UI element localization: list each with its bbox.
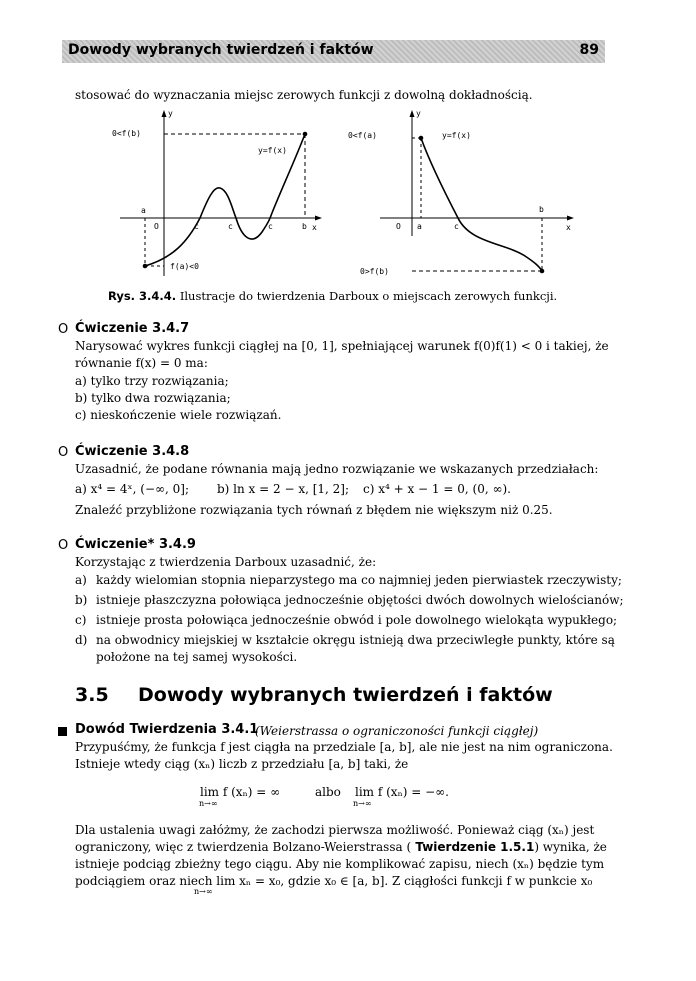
proof-p2 [75,839,607,855]
right-a-label: a [417,222,422,231]
ex347-item-b: b) tylko dwa rozwiązania; [75,391,231,405]
ex348-line1: Uzasadnić, że podane równania mają jedno rozwiązanie we wskazanych przedziałach: [75,462,599,476]
figure-caption [108,289,557,303]
proof-subtitle: (Weierstrassa o ograniczoności funkcji ciągłej) [255,724,539,738]
left-y-label: y [168,109,173,118]
ex348-eq-b: b) ln x = 2 − x, [1, 2]; [217,482,350,496]
left-top-label: 0<f(b) [112,129,141,138]
formula-sub-left: n→∞ [199,799,218,808]
right-y-label: y [416,109,421,118]
left-point-b [303,132,308,137]
proof-p2-end: ) wynika, że [534,840,607,854]
left-x-label: x [312,223,317,232]
ex347-item-c: c) nieskończenie wiele rozwiązań. [75,408,282,422]
ex348-eq-a: a) x⁴ = 4ˣ, (−∞, 0]; [75,482,189,496]
ex349-item-d-text: na obwodnicy miejskiej w kształcie okręgu istnieją dwa przeciwległe punkty, które są [96,633,615,647]
proof-square-icon [58,727,67,736]
ex349-item-c-label: c) [75,613,87,627]
header-title: Dowody wybranych twierdzeń i faktów [68,42,374,58]
ex348-line3: Znaleźć przybliżone rozwiązania tych równań z błędem nie większym niż 0.25. [75,503,553,517]
ex347-line1: Narysować wykres funkcji ciągłej na [0, 1], spełniającej warunek f(0)f(1) < 0 i takiej, że [75,339,609,353]
ex349-bullet: O [58,538,69,553]
caption-label: Rys. 3.4.4. [108,289,177,303]
ex347-line2: równanie f(x) = 0 ma: [75,356,208,370]
left-a-label: a [141,206,146,215]
proof-p4-sub: n→∞ [194,887,213,896]
formula-sub-right: n→∞ [353,799,372,808]
right-b-label: b [539,205,544,214]
ex347-bullet: O [58,322,69,337]
ex349-item-d-label: d) [75,633,88,647]
right-x-label: x [566,223,571,232]
proof-p2-start: ograniczony, więc z twierdzenia Bolzano-Weierstrassa ( [75,840,412,854]
left-point-a [143,264,148,269]
ex347-title: Ćwiczenie 3.4.7 [75,321,190,336]
left-c3-label: c [268,222,273,231]
proof-title: Dowód Twierdzenia 3.4.1 [75,722,259,737]
right-top-label: 0<f(a) [348,131,377,140]
ex349-item-c-text: istnieje prosta połowiąca jednocześnie obwód i pole dowolnego wielokąta wypukłego; [96,613,618,627]
right-c-label: c [454,222,459,231]
ex348-bullet: O [58,445,69,460]
left-func-label: y=f(x) [258,146,287,155]
section-title: Dowody wybranych twierdzeń i faktów [138,684,553,706]
caption-text: Ilustracje do twierdzenia Darboux o miejscach zerowych funkcji. [179,289,558,303]
page-number: 89 [579,42,599,58]
ex348-title: Ćwiczenie 3.4.8 [75,444,190,459]
left-b-label: b [302,222,307,231]
right-func-label: y=f(x) [442,131,471,140]
ex349-item-b-label: b) [75,593,88,607]
ex349-item-d-cont: położone na tej samej wysokości. [96,650,298,664]
proof-p2-ref: Twierdzenie 1.5.1 [411,840,535,854]
left-c2-label: c [228,222,233,231]
right-bottom-label: 0>f(b) [360,267,389,276]
left-o-label: O [154,222,159,231]
formula-mid: albo [315,785,341,799]
ex349-item-a-text: każdy wielomian stopnia nieparzystego ma co najmniej jeden pierwiastek rzeczywisty; [96,573,622,587]
proof-line2: Istnieje wtedy ciąg (xₙ) liczb z przedziału [a, b] taki, że [75,757,409,771]
right-o-label: O [396,222,401,231]
left-c1-label: c [194,222,199,231]
formula-left: lim f (xₙ) = ∞ [200,785,281,799]
right-point-b [540,269,545,274]
intro-line: stosować do wyznaczania miejsc zerowych funkcji z dowolną dokładnością. [75,88,533,102]
right-x-arrow [567,216,574,221]
left-y-arrow [162,110,167,117]
left-bottom-label: f(a)<0 [170,262,199,271]
left-x-arrow [315,216,322,221]
proof-p4: podciągiem oraz niech lim xₙ = x₀, gdzie x₀ ∈ [a, b]. Z ciągłości funkcji f w punkcie x₀ [75,874,593,888]
proof-line1: Przypuśćmy, że funkcja f jest ciągła na przedziale [a, b], ale nie jest na nim ograniczona. [75,740,613,754]
figure-right [330,108,580,280]
right-y-arrow [410,110,415,117]
ex349-item-a-label: a) [75,573,87,587]
ex349-item-b-text: istnieje płaszczyzna połowiąca jednocześnie objętości dwóch dowolnych wielościanów; [96,593,624,607]
running-header [62,40,605,63]
figure-left [112,108,322,280]
right-point-a [419,136,424,141]
proof-p1: Dla ustalenia uwagi załóżmy, że zachodzi pierwsza możliwość. Ponieważ ciąg (xₙ) jest [75,823,595,837]
ex348-eq-c: c) x⁴ + x − 1 = 0, (0, ∞). [363,482,511,496]
right-curve [421,138,542,271]
ex349-title: Ćwiczenie* 3.4.9 [75,537,196,552]
ex347-item-a: a) tylko trzy rozwiązania; [75,374,229,388]
formula-right: lim f (xₙ) = −∞. [355,785,449,799]
ex349-line1: Korzystając z twierdzenia Darboux uzasadnić, że: [75,555,377,569]
proof-p3: istnieje podciąg zbieżny tego ciągu. Aby nie komplikować zapisu, niech (xₙ) będzie tym [75,857,605,871]
section-number: 3.5 [75,684,109,706]
